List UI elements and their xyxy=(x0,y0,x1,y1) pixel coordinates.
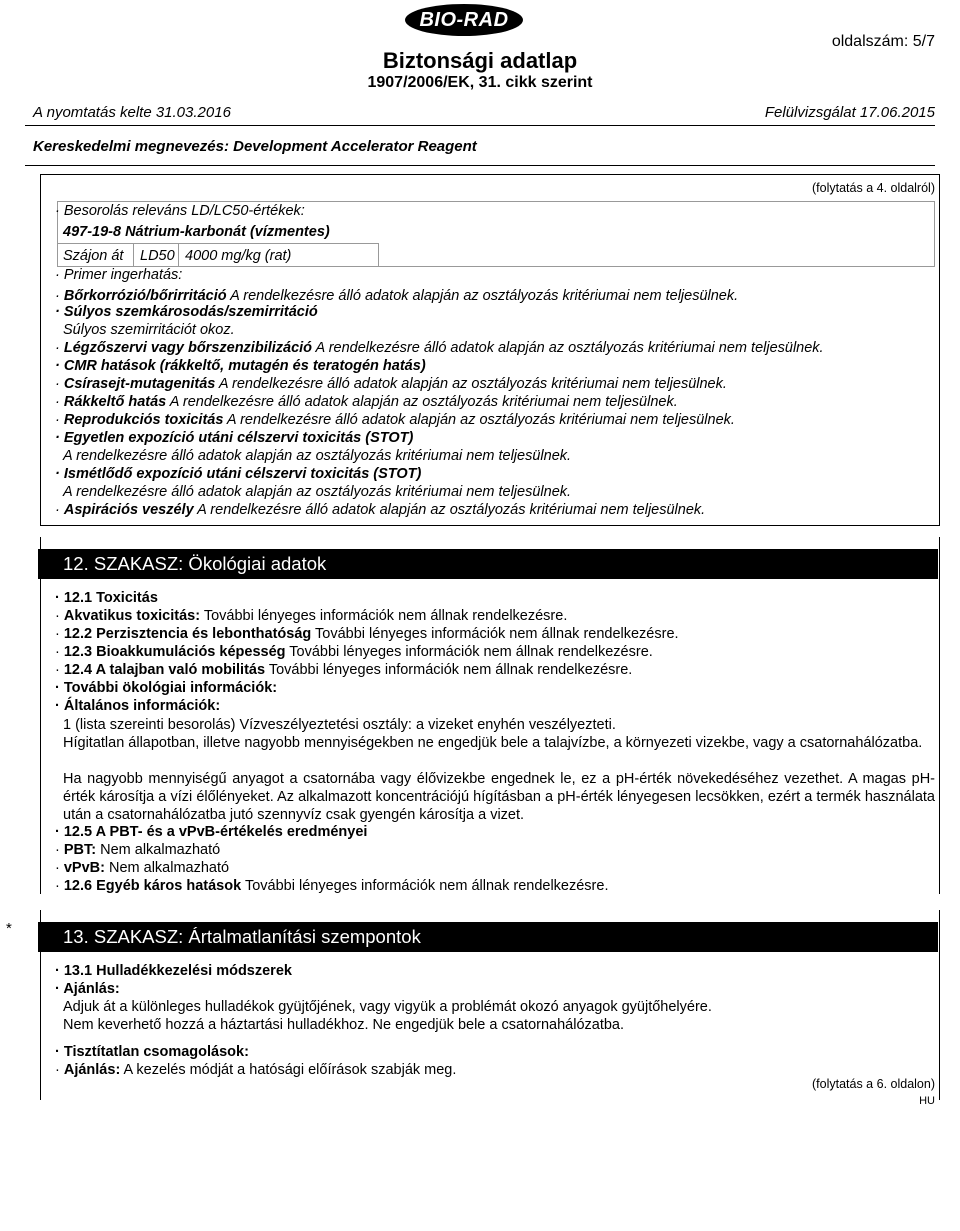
continued-to: (folytatás a 6. oldalon) xyxy=(812,1077,935,1091)
packaging-rec-text: A kezelés módját a hatósági előírások szabják meg. xyxy=(123,1062,457,1078)
page-number: oldalszám: 5/7 xyxy=(831,33,935,50)
carc-row: · Rákkeltő hatás A rendelkezésre álló adatok alapján az osztályozás kritériumai nem teljesülnek. xyxy=(55,394,678,410)
more-eco-label: · További ökológiai információk: xyxy=(55,680,278,696)
pbt-row: · PBT: Nem alkalmazható xyxy=(55,842,221,858)
header-divider xyxy=(25,125,935,126)
pbt-label: PBT: xyxy=(63,842,97,858)
repro-text: A rendelkezésre álló adatok alapján az osztályozás kritériumai nem teljesülnek. xyxy=(226,412,735,428)
stot-se-label: · Egyetlen expozíció utáni célszervi toxicitás (STOT) xyxy=(55,430,414,446)
mobility-row: · 12.4 A talajban való mobilitás További lényeges információk nem állnak rendelkezésre. xyxy=(55,662,633,678)
other-effects-row: · 12.6 Egyéb káros hatások További lényeges információk nem állnak rendelkezésre. xyxy=(55,878,609,894)
trade-name: Kereskedelmi megnevezés: Development Accelerator Reagent xyxy=(33,138,477,155)
ld-type: LD50 xyxy=(134,243,179,267)
print-date: A nyomtatás kelte 31.03.2016 xyxy=(33,104,231,121)
recommendation-1: Adjuk át a különleges hulladékok gyüjtőjének, vagy vigyük a problémát okozó anyagok gyüjtőhelyére. xyxy=(63,999,712,1015)
ld-heading: · Besorolás releváns LD/LC50-értékek: xyxy=(55,203,305,219)
eye-label: · Súlyos szemkárosodás/szemirritáció xyxy=(55,304,318,320)
ld-value: 4000 mg/kg (rat) xyxy=(179,243,379,267)
resp-text: A rendelkezésre álló adatok alapján az osztályozás kritériumai nem teljesülnek. xyxy=(315,340,824,356)
language-code: HU xyxy=(919,1095,935,1107)
bio-row: · 12.3 Bioakkumulációs képesség További lényeges információk nem állnak rendelkezésre. xyxy=(55,644,653,660)
document-title: Biztonsági adatlap xyxy=(382,48,578,73)
asp-row: · Aspirációs veszély A rendelkezésre álló adatok alapján az osztályozás kritériumai nem teljesülnek. xyxy=(55,502,706,518)
vpvb-text: Nem alkalmazható xyxy=(109,860,230,876)
repro-label: Reprodukciós toxicitás xyxy=(63,412,224,428)
asp-label: Aspirációs veszély xyxy=(63,502,194,518)
persist-text: További lényeges információk nem állnak rendelkezésre. xyxy=(315,626,679,642)
carc-label: Rákkeltő hatás xyxy=(63,394,167,410)
pbt-text: Nem alkalmazható xyxy=(100,842,221,858)
packaging-rec-label: Ajánlás: xyxy=(63,1062,121,1078)
pbt-heading: · 12.5 A PBT- és a vPvB-értékelés eredményei xyxy=(55,824,368,840)
bio-text: További lényeges információk nem állnak rendelkezésre. xyxy=(289,644,653,660)
other-effects-label: 12.6 Egyéb káros hatások xyxy=(63,878,242,894)
general-info-2: Hígitatlan állapotban, illetve nagyobb mennyiségekben ne engedjük bele a talajvízbe, a környezeti vizekbe, vagy a csatornahálózatba. xyxy=(63,735,923,751)
muta-label: Csírasejt-mutagenitás xyxy=(63,376,216,392)
packaging-label: · Tisztítatlan csomagolások: xyxy=(55,1044,249,1060)
carc-text: A rendelkezésre álló adatok alapján az osztályozás kritériumai nem teljesülnek. xyxy=(169,394,678,410)
ld-substance-text: 497-19-8 Nátrium-karbonát (vízmentes) xyxy=(63,224,330,240)
ld-row xyxy=(57,243,935,267)
muta-row: · Csírasejt-mutagenitás A rendelkezésre álló adatok alapján az osztályozás kritériumai nem teljesülnek. xyxy=(55,376,727,392)
bio-label: 12.3 Bioakkumulációs képesség xyxy=(63,644,286,660)
revision-star: * xyxy=(6,920,12,937)
acute-label: Akvatikus toxicitás: xyxy=(63,608,201,624)
section-13-heading: 13. SZAKASZ: Ártalmatlanítási szempontok xyxy=(38,922,938,952)
asp-text: A rendelkezésre álló adatok alapján az osztályozás kritériumai nem teljesülnek. xyxy=(197,502,706,518)
skin-label: Bőrkorrózió/bőrirritáció xyxy=(63,288,227,304)
stot-re-text: A rendelkezésre álló adatok alapján az osztályozás kritériumai nem teljesülnek. xyxy=(63,484,572,500)
cmr-label: · CMR hatások (rákkeltő, mutagén és teratogén hatás) xyxy=(55,358,426,374)
waste-methods: · 13.1 Hulladékkezelési módszerek xyxy=(55,963,292,979)
general-info-3: Ha nagyobb mennyiségű anyagot a csatornába vagy élővizekbe engednek le, ez a pH-érték növekedéséhez vezethet. A magas pH-érték károsítja a vízi élőlényeket. Az alkalmazott koncentrációjú hígításban a pH-érték lényegesen lecsökken, ezért a termék használata után a csatornahálózatba jutó szennyvíz csak gyengén károsítja a vizet. xyxy=(63,771,935,823)
revision-date: Felülvizsgálat 17.06.2015 xyxy=(764,104,935,121)
persist-row: · 12.2 Perzisztencia és lebonthatóság További lényeges információk nem állnak rendelkezésre. xyxy=(55,626,679,642)
ld-substance xyxy=(63,224,330,240)
general-info-1: 1 (lista szereinti besorolás) Vízveszélyeztetési osztály: a vizeket enyhén veszélyezteti. xyxy=(63,717,616,733)
stot-se-text: A rendelkezésre álló adatok alapján az osztályozás kritériumai nem teljesülnek. xyxy=(63,448,572,464)
other-effects-text: További lényeges információk nem állnak rendelkezésre. xyxy=(244,878,609,894)
general-info-label: · Általános információk: xyxy=(55,698,221,714)
mobility-label: 12.4 A talajban való mobilitás xyxy=(63,662,266,678)
document-subtitle: 1907/2006/EK, 31. cikk szerint xyxy=(367,74,593,91)
section-12-heading: 12. SZAKASZ: Ökológiai adatok xyxy=(38,549,938,579)
recommendation-label: · Ajánlás: xyxy=(55,981,120,997)
skin-text: A rendelkezésre álló adatok alapján az osztályozás kritériumai nem teljesülnek. xyxy=(230,288,739,304)
skin-row: · Bőrkorrózió/bőrirritáció A rendelkezésre álló adatok alapján az osztályozás kritériumai nem teljesülnek. xyxy=(55,288,739,304)
continued-from: (folytatás a 4. oldalról) xyxy=(812,181,935,195)
eye-text: Súlyos szemirritációt okoz. xyxy=(63,322,235,338)
recommendation-2: Nem keverhető hozzá a háztartási hulladékhoz. Ne engedjük bele a csatornahálózatba. xyxy=(63,1017,625,1033)
acute-text: További lényeges információk nem állnak rendelkezésre. xyxy=(203,608,568,624)
resp-label: Légzőszervi vagy bőrszenzibilizáció xyxy=(63,340,313,356)
ld-route: Szájon át xyxy=(57,243,134,267)
packaging-row: · Ajánlás: A kezelés módját a hatósági előírások szabják meg. xyxy=(55,1062,457,1078)
persist-label: 12.2 Perzisztencia és lebonthatóság xyxy=(63,626,312,642)
mobility-text: További lényeges információk nem állnak rendelkezésre. xyxy=(268,662,633,678)
trade-name-divider xyxy=(25,165,935,166)
muta-text: A rendelkezésre álló adatok alapján az osztályozás kritériumai nem teljesülnek. xyxy=(218,376,727,392)
vpvb-label: vPvB: xyxy=(63,860,105,876)
vpvb-row: · vPvB: Nem alkalmazható xyxy=(55,860,230,876)
repro-row: · Reprodukciós toxicitás A rendelkezésre álló adatok alapján az osztályozás kritériumai nem teljesülnek. xyxy=(55,412,735,428)
stot-re-label: · Ismétlődő expozíció utáni célszervi toxicitás (STOT) xyxy=(55,466,422,482)
primary-irritation: · Primer ingerhatás: xyxy=(55,267,183,283)
bio-rad-logo: BIO-RAD xyxy=(405,4,523,36)
resp-row: · Légzőszervi vagy bőrszenzibilizáció A rendelkezésre álló adatok alapján az osztályozás kritériumai nem teljesülnek. xyxy=(55,340,824,356)
acute-row: · Akvatikus toxicitás: További lényeges információk nem állnak rendelkezésre. xyxy=(55,608,568,624)
toxicity-label: · 12.1 Toxicitás xyxy=(55,590,158,606)
